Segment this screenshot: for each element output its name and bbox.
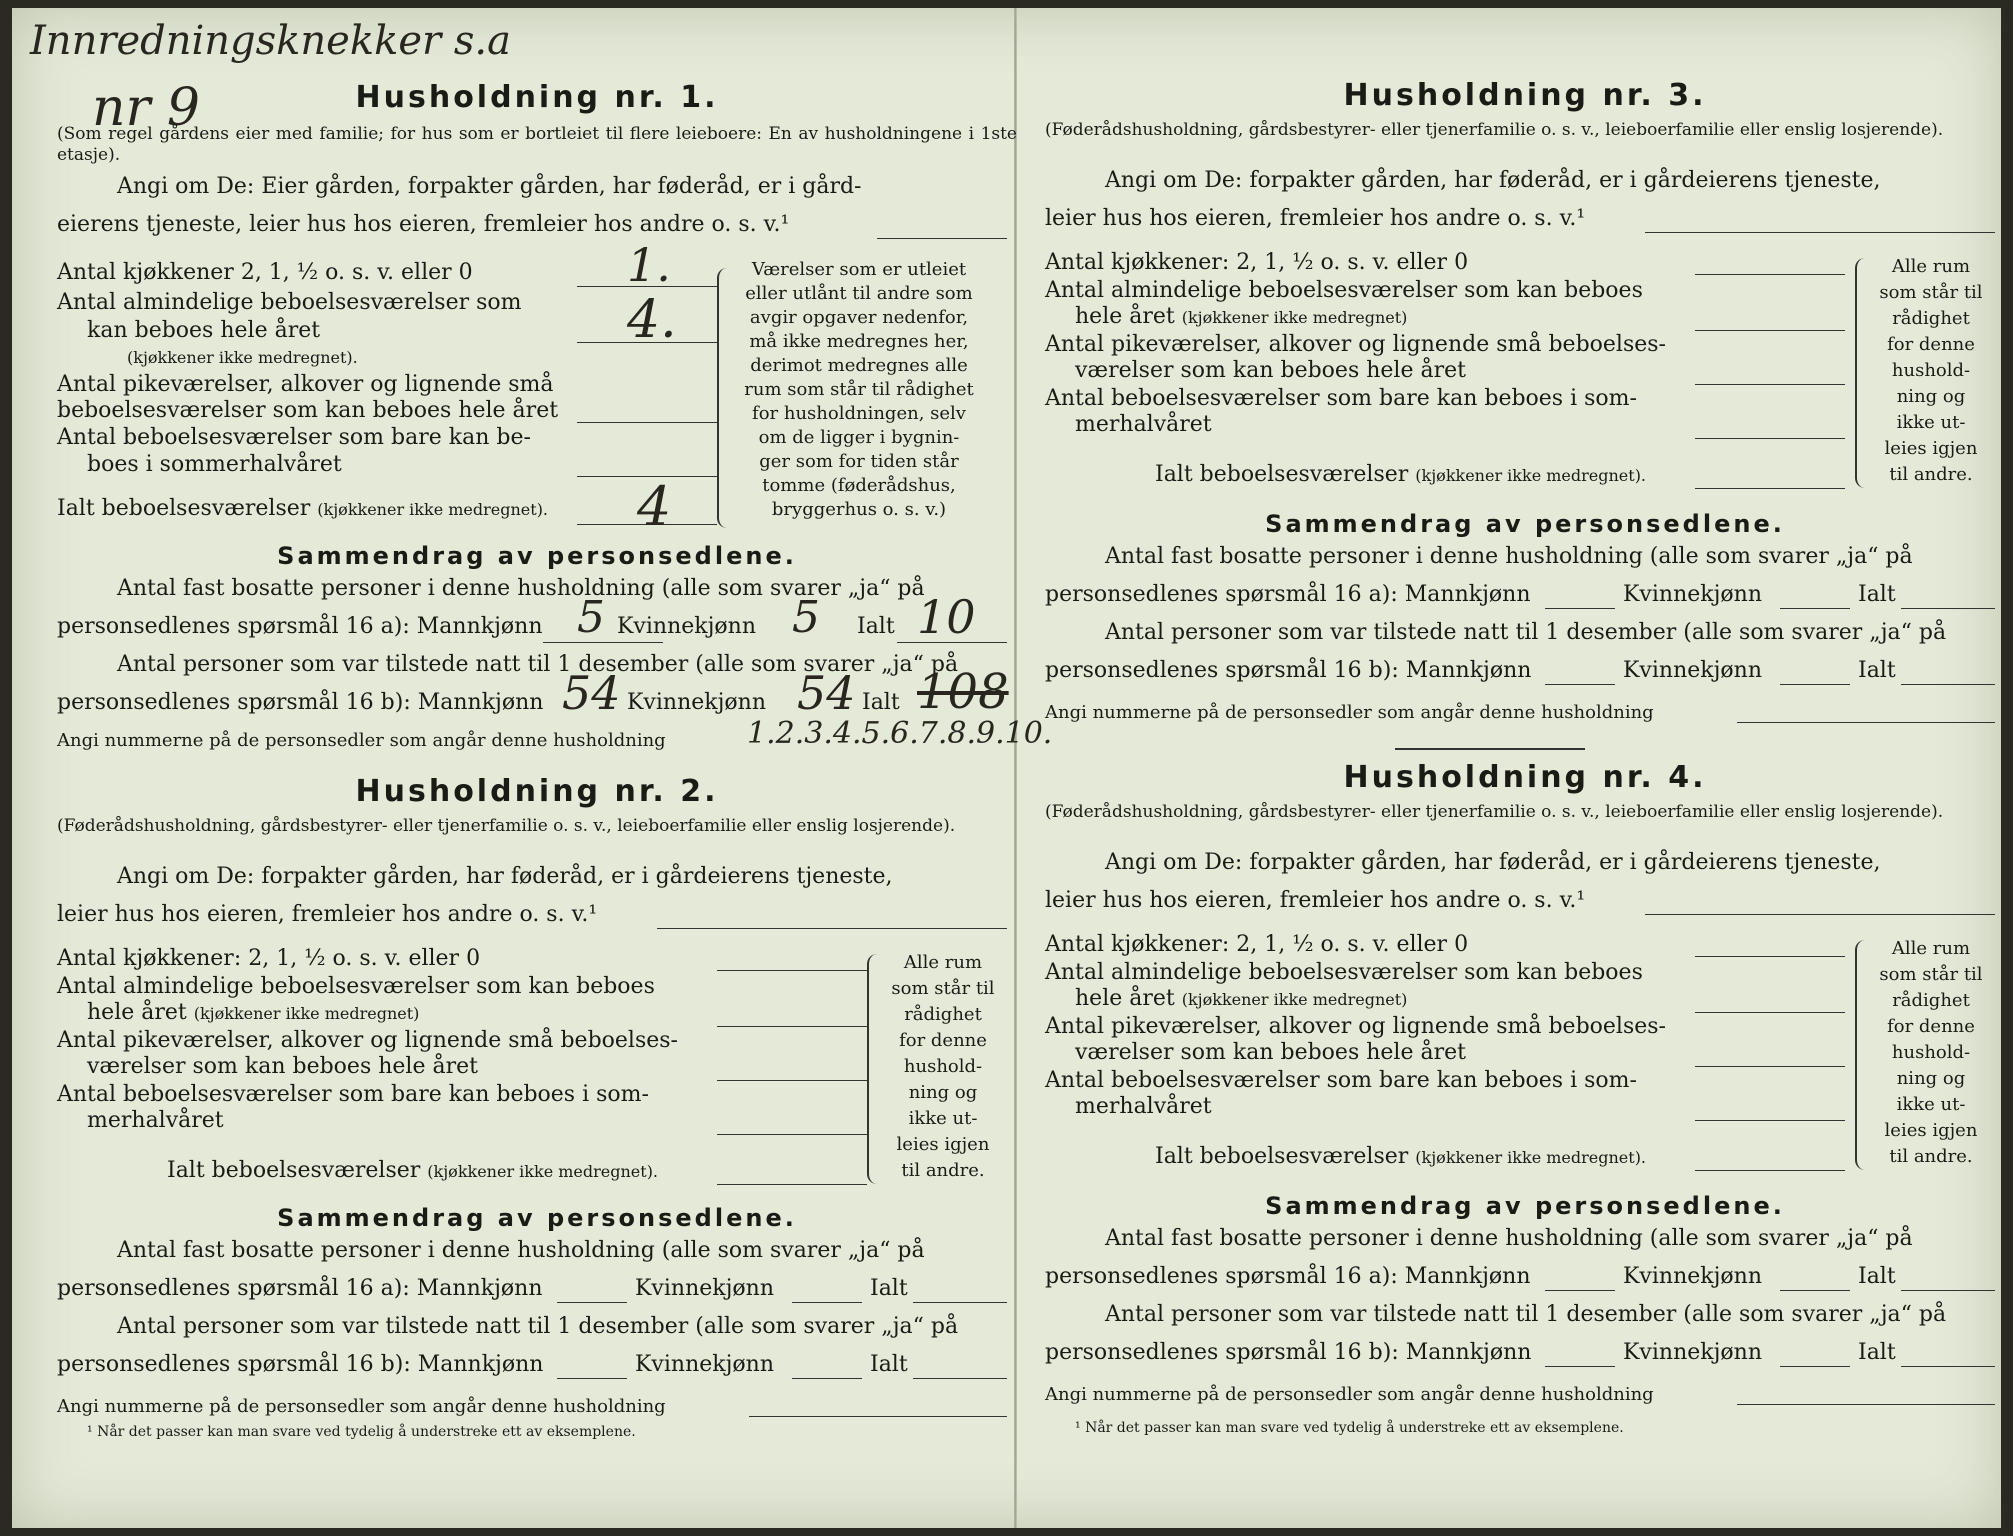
household-2-ialt-label: Ialt beboelsesværelser xyxy=(167,1158,421,1183)
household-4-fast-m-fill xyxy=(1545,1290,1615,1291)
household-3-alm-fill xyxy=(1695,330,1845,331)
household-1-fast1: Antal fast bosatte personer i denne husholdning (alle som svarer „ja“ på xyxy=(117,576,925,601)
sidenote-line: ikke ut- xyxy=(1896,412,1966,433)
household-4-fast1: Antal fast bosatte personer i denne husholdning (alle som svarer „ja“ på xyxy=(1105,1226,1913,1251)
household-3-alm2: hele året xyxy=(1075,304,1175,329)
household-2-somm2: merhalvåret xyxy=(87,1108,224,1133)
household-3-somm-fill xyxy=(1695,438,1845,439)
household-3-summary-title: Sammendrag av personsedlene. xyxy=(1265,510,1785,538)
sidenote-line: ning og xyxy=(908,1082,978,1103)
household-1-nummer: Angi nummerne på de personsedler som angår denne husholdning xyxy=(57,730,666,751)
household-1-til-ialt: Ialt xyxy=(862,690,900,715)
household-1-ialt-small: (kjøkkener ikke medregnet). xyxy=(317,500,549,519)
household-4-til-t-fill xyxy=(1901,1366,1995,1367)
sidenote-line: for denne xyxy=(1887,1016,1975,1037)
household-3-bracket xyxy=(1855,258,1871,488)
household-3-kjokken-fill xyxy=(1695,274,1845,275)
household-2-til-m-fill xyxy=(557,1378,627,1379)
household-2-bracket xyxy=(867,954,883,1184)
household-2-somm-fill xyxy=(717,1134,867,1135)
household-3-angi-line2: leier hus hos eieren, fremleier hos andre o. s. v.¹ xyxy=(1045,206,1586,231)
household-2-sidenote xyxy=(883,950,1003,1184)
household-2-angi-fill xyxy=(657,928,1007,929)
household-3-til2: personsedlenes spørsmål 16 b): Mannkjønn xyxy=(1045,658,1532,683)
sidenote-line: som står til xyxy=(1879,964,1983,985)
sidenote-line: derimot medregnes alle xyxy=(750,355,968,376)
household-3-ialt-small: (kjøkkener ikke medregnet). xyxy=(1415,466,1647,485)
sidenote-line: til andre. xyxy=(1889,464,1973,485)
household-1-fast-m-value: 5 xyxy=(577,592,605,643)
household-4-somm2: merhalvåret xyxy=(1075,1094,1212,1119)
household-4-alm3: (kjøkkener ikke medregnet) xyxy=(1181,990,1408,1009)
household-4-bracket xyxy=(1855,940,1871,1170)
household-4-kjokken: Antal kjøkkener: 2, 1, ½ o. s. v. eller 0 xyxy=(1045,932,1469,957)
household-3-fast-k-fill xyxy=(1780,608,1850,609)
household-4-ialt-label: Ialt beboelsesværelser xyxy=(1155,1144,1409,1169)
household-2-alm3: (kjøkkener ikke medregnet) xyxy=(193,1004,420,1023)
household-3-til-k-fill xyxy=(1780,684,1850,685)
household-1-fast-k-value: 5 xyxy=(792,592,820,643)
household-3-til-t-fill xyxy=(1901,684,1995,685)
census-form-sheet xyxy=(12,8,2001,1528)
household-1-pike-fill xyxy=(577,422,717,423)
household-3 xyxy=(1045,78,2005,778)
household-3-title: Husholdning nr. 3. xyxy=(1343,78,1707,113)
household-2-til1: Antal personer som var tilstede natt til 1 desember (alle som svarer „ja“ på xyxy=(117,1314,959,1339)
household-4-alm-fill xyxy=(1695,1012,1845,1013)
household-1-til-k-value: 54 xyxy=(797,666,856,720)
household-4-fast-kvinne: Kvinnekjønn xyxy=(1623,1264,1762,1289)
household-1-alm-value: 4. xyxy=(627,290,677,350)
household-1-fast-t-value: 10 xyxy=(917,590,976,644)
household-1-angi-fill xyxy=(877,238,1007,239)
household-1-ialt-label: Ialt beboelsesværelser xyxy=(57,496,311,521)
handwritten-mark: nr 9 xyxy=(92,78,200,138)
household-3-til-ialt: Ialt xyxy=(1858,658,1896,683)
sidenote-line: til andre. xyxy=(901,1160,985,1181)
household-4-nummer-fill xyxy=(1737,1404,1995,1405)
household-2-title: Husholdning nr. 2. xyxy=(355,774,719,809)
left-page xyxy=(57,8,1053,1528)
sidenote-line: leies igjen xyxy=(1884,1120,1978,1141)
household-2-til-t-fill xyxy=(913,1378,1007,1379)
household-3-fast1: Antal fast bosatte personer i denne husholdning (alle som svarer „ja“ på xyxy=(1105,544,1913,569)
sidenote-line: Alle rum xyxy=(903,952,983,973)
sidenote-line: bryggerhus o. s. v.) xyxy=(771,499,947,520)
household-1-til-kvinne: Kvinnekjønn xyxy=(627,690,766,715)
household-4-sidenote xyxy=(1871,936,1991,1170)
household-1-note: (Som regel gårdens eier med familie; for hus som er bortleiet til flere leieboere: En av husholdningene i 1ste etasje). xyxy=(57,124,1017,165)
household-3-fast-kvinne: Kvinnekjønn xyxy=(1623,582,1762,607)
household-2-fast2: personsedlenes spørsmål 16 a): Mannkjønn xyxy=(57,1276,543,1301)
household-2-alm2: hele året xyxy=(87,1000,187,1025)
household-1-somm2: boes i sommerhalvåret xyxy=(87,452,342,477)
household-2-angi-line1: Angi om De: forpakter gården, har føderåd, er i gårdeierens tjeneste, xyxy=(117,864,893,889)
household-4-til-kvinne: Kvinnekjønn xyxy=(1623,1340,1762,1365)
sidenote-line: ger som for tiden står xyxy=(759,451,959,472)
household-1-alm1: Antal almindelige beboelsesværelser som xyxy=(57,290,522,315)
household-2-pike2: værelser som kan beboes hele året xyxy=(87,1054,478,1079)
household-2-fast-m-fill xyxy=(557,1302,627,1303)
household-4-til2: personsedlenes spørsmål 16 b): Mannkjønn xyxy=(1045,1340,1532,1365)
household-3-kjokken: Antal kjøkkener: 2, 1, ½ o. s. v. eller 0 xyxy=(1045,250,1469,275)
household-3-fast2: personsedlenes spørsmål 16 a): Mannkjønn xyxy=(1045,582,1531,607)
household-4-kjokken-fill xyxy=(1695,956,1845,957)
household-1-til2: personsedlenes spørsmål 16 b): Mannkjønn xyxy=(57,690,544,715)
household-2-pike1: Antal pikeværelser, alkover og lignende små beboelses- xyxy=(57,1028,678,1053)
household-4-alm2: hele året xyxy=(1075,986,1175,1011)
household-3-fast-t-fill xyxy=(1901,608,1995,609)
household-2 xyxy=(57,774,1017,1474)
household-4-fast2: personsedlenes spørsmål 16 a): Mannkjønn xyxy=(1045,1264,1531,1289)
household-2-til-k-fill xyxy=(792,1378,862,1379)
household-3-somm1: Antal beboelsesværelser som bare kan beboes i som- xyxy=(1045,386,1637,411)
household-3-pike2: værelser som kan beboes hele året xyxy=(1075,358,1466,383)
household-1-bracket xyxy=(717,268,733,528)
household-3-alm1: Antal almindelige beboelsesværelser som kan beboes xyxy=(1045,278,1643,303)
household-2-angi-line2: leier hus hos eieren, fremleier hos andre o. s. v.¹ xyxy=(57,902,598,927)
household-2-kjokken-fill xyxy=(717,970,867,971)
household-2-ialt-fill xyxy=(717,1184,867,1185)
sidenote-line: ning og xyxy=(1896,1068,1966,1089)
sidenote-line: for husholdningen, selv xyxy=(752,403,966,424)
footnote-left: ¹ Når det passer kan man svare ved tydelig å understreke ett av eksemplene. xyxy=(87,1424,636,1440)
household-2-alm1: Antal almindelige beboelsesværelser som kan beboes xyxy=(57,974,655,999)
household-3-ialt-row xyxy=(1155,462,1646,487)
household-2-fast-ialt: Ialt xyxy=(870,1276,908,1301)
household-4-summary-title: Sammendrag av personsedlene. xyxy=(1265,1192,1785,1220)
household-2-fast-t-fill xyxy=(913,1302,1007,1303)
household-4-note: (Føderådshusholdning, gårdsbestyrer- eller tjenerfamilie o. s. v., leieboerfamilie eller enslig losjerende). xyxy=(1045,802,1944,822)
household-2-fast1: Antal fast bosatte personer i denne husholdning (alle som svarer „ja“ på xyxy=(117,1238,925,1263)
sidenote-line: ning og xyxy=(1896,386,1966,407)
household-4 xyxy=(1045,760,2005,1460)
household-3-alm2-row xyxy=(1075,304,1407,329)
household-4-til-k-fill xyxy=(1780,1366,1850,1367)
household-1-sidenote xyxy=(733,258,985,522)
household-1-til-m-value: 54 xyxy=(562,666,621,720)
household-2-alm-fill xyxy=(717,1026,867,1027)
sidenote-line: avgir opgaver nedenfor, xyxy=(749,307,969,328)
household-4-somm1: Antal beboelsesværelser som bare kan beboes i som- xyxy=(1045,1068,1637,1093)
sidenote-line: må ikke medregnes her, xyxy=(749,331,969,352)
household-3-nummer-fill xyxy=(1737,722,1995,723)
household-4-angi-line2: leier hus hos eieren, fremleier hos andre o. s. v.¹ xyxy=(1045,888,1586,913)
household-4-fast-ialt: Ialt xyxy=(1858,1264,1896,1289)
household-1-nummer-value: 1.2.3.4.5.6.7.8.9.10. xyxy=(747,716,1053,751)
household-3-pike1: Antal pikeværelser, alkover og lignende små beboelses- xyxy=(1045,332,1666,357)
sidenote-line: eller utlånt til andre som xyxy=(745,283,973,304)
household-1-summary-title: Sammendrag av personsedlene. xyxy=(277,542,797,570)
household-2-fast-k-fill xyxy=(792,1302,862,1303)
sidenote-line: for denne xyxy=(899,1030,987,1051)
household-1-pike2: beboelsesværelser som kan beboes hele året xyxy=(57,398,559,423)
household-3-pike-fill xyxy=(1695,384,1845,385)
sidenote-line: rådighet xyxy=(904,1004,982,1025)
handwritten-header: Innredningsknekker s.a xyxy=(30,18,511,64)
household-3-alm3: (kjøkkener ikke medregnet) xyxy=(1181,308,1408,327)
household-1 xyxy=(57,80,1053,780)
sidenote-line: ikke ut- xyxy=(1896,1094,1966,1115)
household-2-pike-fill xyxy=(717,1080,867,1081)
household-2-til-ialt: Ialt xyxy=(870,1352,908,1377)
sidenote-line: til andre. xyxy=(1889,1146,1973,1167)
household-4-pike2: værelser som kan beboes hele året xyxy=(1075,1040,1466,1065)
household-3-angi-fill xyxy=(1645,232,1995,233)
sidenote-line: leies igjen xyxy=(896,1134,990,1155)
household-2-note: (Føderådshusholdning, gårdsbestyrer- eller tjenerfamilie o. s. v., leieboerfamilie eller enslig losjerende). xyxy=(57,816,956,836)
sidenote-line: Alle rum xyxy=(1891,256,1971,277)
household-4-ialt-fill xyxy=(1695,1170,1845,1171)
household-4-ialt-small: (kjøkkener ikke medregnet). xyxy=(1415,1148,1647,1167)
household-4-somm-fill xyxy=(1695,1120,1845,1121)
household-3-til-kvinne: Kvinnekjønn xyxy=(1623,658,1762,683)
household-4-fast-k-fill xyxy=(1780,1290,1850,1291)
household-2-somm1: Antal beboelsesværelser som bare kan beboes i som- xyxy=(57,1082,649,1107)
household-1-kjokken: Antal kjøkkener 2, 1, ½ o. s. v. eller 0 xyxy=(57,260,473,285)
household-1-fast-ialt: Ialt xyxy=(857,614,895,639)
household-1-angi-line1: Angi om De: Eier gården, forpakter gården, har føderåd, er i gård- xyxy=(117,174,862,199)
sidenote-line: hushold- xyxy=(903,1056,983,1077)
sidenote-line: rum som står til rådighet xyxy=(744,379,974,400)
sidenote-line: hushold- xyxy=(1891,360,1971,381)
household-2-til2: personsedlenes spørsmål 16 b): Mannkjønn xyxy=(57,1352,544,1377)
household-3-fast-m-fill xyxy=(1545,608,1615,609)
household-1-kjokken-value: 1. xyxy=(627,238,671,292)
household-4-angi-fill xyxy=(1645,914,1995,915)
household-1-ialt-row xyxy=(57,496,548,521)
household-2-nummer-fill xyxy=(749,1416,1007,1417)
sidenote-line: leies igjen xyxy=(1884,438,1978,459)
household-4-til-ialt: Ialt xyxy=(1858,1340,1896,1365)
household-3-angi-line1: Angi om De: forpakter gården, har føderåd, er i gårdeierens tjeneste, xyxy=(1105,168,1881,193)
sidenote-line: ikke ut- xyxy=(908,1108,978,1129)
household-3-fast-ialt: Ialt xyxy=(1858,582,1896,607)
household-3-til-m-fill xyxy=(1545,684,1615,685)
right-page xyxy=(1045,8,2005,1528)
household-4-angi-line1: Angi om De: forpakter gården, har føderåd, er i gårdeierens tjeneste, xyxy=(1105,850,1881,875)
household-1-fast2: personsedlenes spørsmål 16 a): Mannkjønn xyxy=(57,614,543,639)
sidenote-line: rådighet xyxy=(1892,308,1970,329)
household-2-fast-kvinne: Kvinnekjønn xyxy=(635,1276,774,1301)
household-3-ialt-fill xyxy=(1695,488,1845,489)
household-2-alm2-row xyxy=(87,1000,419,1025)
household-1-fast-kvinne: Kvinnekjønn xyxy=(617,614,756,639)
household-1-alm3: (kjøkkener ikke medregnet). xyxy=(127,348,358,367)
household-4-ialt-row xyxy=(1155,1144,1646,1169)
sidenote-line: som står til xyxy=(1879,282,1983,303)
household-1-alm2: kan beboes hele året xyxy=(87,318,321,343)
section-divider xyxy=(1395,748,1585,750)
household-3-til1: Antal personer som var tilstede natt til 1 desember (alle som svarer „ja“ på xyxy=(1105,620,1947,645)
household-4-pike-fill xyxy=(1695,1066,1845,1067)
household-1-til1: Antal personer som var tilstede natt til 1 desember (alle som svarer „ja“ på xyxy=(117,652,959,677)
household-3-ialt-label: Ialt beboelsesværelser xyxy=(1155,462,1409,487)
sidenote-line: Alle rum xyxy=(1891,938,1971,959)
household-4-alm2-row xyxy=(1075,986,1407,1011)
sidenote-line: som står til xyxy=(891,978,995,999)
sidenote-line: om de ligger i bygnin- xyxy=(758,427,960,448)
household-2-ialt-row xyxy=(167,1158,658,1183)
household-2-summary-title: Sammendrag av personsedlene. xyxy=(277,1204,797,1232)
household-3-nummer: Angi nummerne på de personsedler som angår denne husholdning xyxy=(1045,702,1654,723)
household-1-ialt-value: 4 xyxy=(637,475,672,538)
household-2-ialt-small: (kjøkkener ikke medregnet). xyxy=(427,1162,659,1181)
sidenote-line: tomme (føderådshus, xyxy=(762,475,956,496)
household-2-kjokken: Antal kjøkkener: 2, 1, ½ o. s. v. eller 0 xyxy=(57,946,481,971)
household-1-title: Husholdning nr. 1. xyxy=(355,80,719,115)
household-2-nummer: Angi nummerne på de personsedler som angår denne husholdning xyxy=(57,1396,666,1417)
household-2-til-kvinne: Kvinnekjønn xyxy=(635,1352,774,1377)
household-4-title: Husholdning nr. 4. xyxy=(1343,760,1707,795)
household-3-note: (Føderådshusholdning, gårdsbestyrer- eller tjenerfamilie o. s. v., leieboerfamilie eller enslig losjerende). xyxy=(1045,120,1944,140)
household-4-fast-t-fill xyxy=(1901,1290,1995,1291)
sidenote-line: Værelser som er utleiet xyxy=(751,259,967,280)
household-4-alm1: Antal almindelige beboelsesværelser som kan beboes xyxy=(1045,960,1643,985)
household-3-somm2: merhalvåret xyxy=(1075,412,1212,437)
household-4-nummer: Angi nummerne på de personsedler som angår denne husholdning xyxy=(1045,1384,1654,1405)
household-1-pike1: Antal pikeværelser, alkover og lignende små xyxy=(57,372,554,397)
sidenote-line: rådighet xyxy=(1892,990,1970,1011)
footnote-right: ¹ Når det passer kan man svare ved tydelig å understreke ett av eksemplene. xyxy=(1075,1420,1624,1436)
household-4-til-m-fill xyxy=(1545,1366,1615,1367)
household-1-til-t-value: 108 xyxy=(917,664,1009,720)
household-4-til1: Antal personer som var tilstede natt til 1 desember (alle som svarer „ja“ på xyxy=(1105,1302,1947,1327)
household-1-somm1: Antal beboelsesværelser som bare kan be- xyxy=(57,425,531,450)
household-3-sidenote xyxy=(1871,254,1991,488)
household-4-pike1: Antal pikeværelser, alkover og lignende små beboelses- xyxy=(1045,1014,1666,1039)
sidenote-line: for denne xyxy=(1887,334,1975,355)
sidenote-line: hushold- xyxy=(1891,1042,1971,1063)
household-1-angi-line2: eierens tjeneste, leier hus hos eieren, fremleier hos andre o. s. v.¹ xyxy=(57,212,790,237)
